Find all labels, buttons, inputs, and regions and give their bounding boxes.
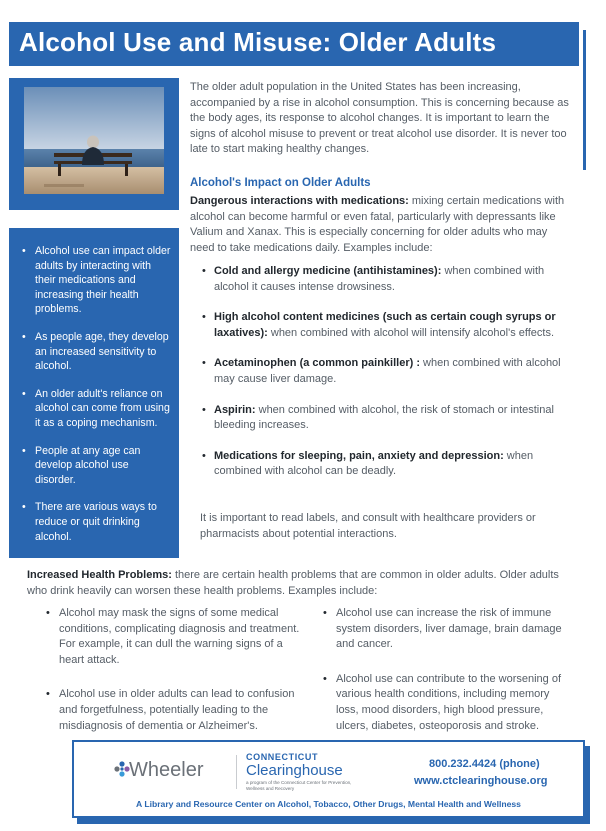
lead-bold: Dangerous interactions with medications: bbox=[190, 195, 409, 207]
list-item: • Alcohol use can increase the risk of immune system disorders, liver damage, brain damage and cancer. bbox=[323, 606, 573, 653]
logo-divider bbox=[236, 755, 237, 789]
closing-paragraph: It is important to read labels, and consult with healthcare providers or pharmacists about potential interactions. bbox=[200, 512, 536, 540]
list-item: • People at any age can develop alcohol use disorder. bbox=[22, 444, 172, 488]
med-name: Medications for sleeping, pain, anxiety and depression: bbox=[214, 449, 504, 462]
list-item bbox=[202, 403, 562, 434]
med-effect: when combined with alcohol, the risk of stomach or intestinal bleeding increases. bbox=[214, 403, 554, 432]
lead-text: mixing certain medications with alcohol can become harmful or even fatal, particularly with depressants like Valium and Xanax. This is especially concerning for older adults who may need to take medications daily. Examples include: bbox=[190, 195, 565, 254]
med-effect: when combined with alcohol will intensify alcohol's effects. bbox=[267, 326, 555, 339]
list-item bbox=[202, 356, 562, 387]
page-title: Alcohol Use and Misuse: Older Adults bbox=[19, 27, 497, 57]
intro-paragraph: The older adult population in the United States has been increasing, accompanied by a rise in alcohol consumption. This is concerning because as the body ages, its response to alcohol changes. It is important to learn the signs of alcohol misuse to prevent or treat alcohol use disorder. It is never too late to start making healthy changes. bbox=[190, 81, 569, 156]
list-item bbox=[202, 449, 562, 480]
clearinghouse-label: Clearinghouse bbox=[246, 762, 343, 779]
med-effect: when combined with alcohol can be deadly. bbox=[214, 449, 534, 478]
list-item: • Alcohol use in older adults can lead to confusion and forgetfulness, potentially leading to the misdiagnosis of dementia or Alzheimer's. bbox=[46, 687, 308, 734]
key-points-sidebar bbox=[9, 228, 179, 558]
ct-label: CONNECTICUT bbox=[246, 752, 319, 762]
list-item bbox=[202, 310, 562, 341]
wheeler-logo-icon bbox=[114, 761, 130, 777]
med-effect: when combined with alcohol may cause liver damage. bbox=[214, 357, 561, 385]
med-name: Acetaminophen (a common painkiller) : bbox=[214, 357, 420, 370]
clearinghouse-subtitle: a program of the Connecticut Center for Prevention, Wellness and Recovery bbox=[246, 780, 352, 791]
list-item bbox=[202, 264, 562, 295]
frame-accent bbox=[583, 30, 586, 170]
list-item: • An older adult's reliance on alcohol can come from using it as a coping mechanism. bbox=[22, 387, 172, 431]
health-text: there are certain health problems that are common in older adults. Older adults who drink heavily can worsen these health problems. Examples include: bbox=[27, 569, 559, 597]
list-item: • Alcohol may mask the signs of some medical conditions, complicating diagnosis and treatment. For example, it can dull the warning signs of a heart attack. bbox=[46, 606, 308, 668]
list-item: • As people age, they develop an increased sensitivity to alcohol. bbox=[22, 330, 172, 374]
list-item: • Alcohol use can impact older adults by interacting with their medications and increasing their health problems. bbox=[22, 244, 172, 317]
older-adult-on-bench-photo bbox=[24, 87, 164, 194]
medication-list bbox=[202, 264, 562, 495]
phone-number: 800.232.4424 (phone) bbox=[429, 758, 540, 770]
med-effect: when combined with alcohol it causes intense drowsiness. bbox=[214, 265, 545, 293]
title-bar bbox=[9, 22, 579, 66]
list-item: • There are various ways to reduce or quit drinking alcohol. bbox=[22, 500, 172, 544]
health-list-right bbox=[323, 606, 573, 753]
med-name: Aspirin: bbox=[214, 403, 256, 416]
footer-tagline: A Library and Resource Center on Alcohol, Tobacco, Other Drugs, Mental Health and Wellness bbox=[136, 799, 521, 809]
impact-heading: Alcohol's Impact on Older Adults bbox=[190, 177, 371, 189]
list-item: • Alcohol use can contribute to the worsening of various health conditions, including memory loss, mood disorders, high blood pressure, ulcers, diabetes, osteoporosis and stroke. bbox=[323, 672, 573, 734]
med-name: High alcohol content medicines (such as certain cough syrups or laxatives): bbox=[214, 311, 556, 339]
footer bbox=[72, 740, 585, 818]
photo-panel bbox=[9, 78, 179, 210]
health-list-left bbox=[46, 606, 308, 753]
med-name: Cold and allergy medicine (antihistamines): bbox=[214, 265, 442, 277]
website-link[interactable]: www.ctclearinghouse.org bbox=[414, 775, 548, 787]
health-paragraph bbox=[27, 568, 575, 599]
wheeler-logo-text: Wheeler bbox=[129, 759, 204, 781]
health-bold: Increased Health Problems: bbox=[27, 569, 172, 581]
impact-lead bbox=[190, 194, 570, 256]
